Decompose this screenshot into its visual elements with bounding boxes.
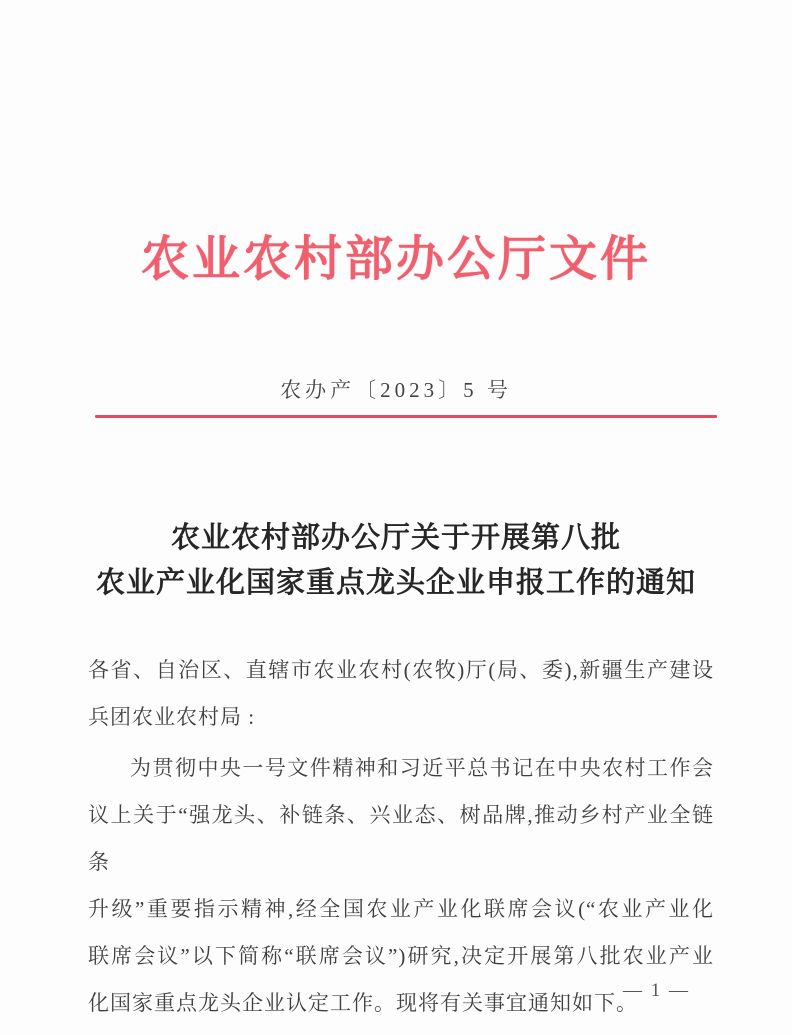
paragraph-line-4: 联席会议”以下简称“联席会议”)研究,决定开展第八批农业产业: [88, 944, 714, 968]
document-number: 农办产〔2023〕5 号: [280, 378, 512, 402]
paragraph-line-3: 升级”重要指示精神,经全国农业产业化联席会议(“农业产业化: [88, 897, 714, 921]
document-title: [0, 516, 792, 606]
salutation-line-2: 兵团农业农村局 :: [88, 705, 256, 729]
document-body: [88, 647, 714, 1027]
page-number: — 1 —: [623, 980, 690, 1001]
paragraph-line-2: 议上关于“强龙头、补链条、兴业态、树品牌,推动乡村产业全链条: [88, 803, 714, 874]
document-title-line-1: 农业农村部办公厅关于开展第八批: [170, 522, 621, 554]
paragraph-line-5: 化国家重点龙头企业认定工作。现将有关事宜通知如下。: [88, 991, 638, 1015]
letterhead-title: 农业农村部办公厅文件: [140, 233, 651, 286]
letterhead-divider-line: [95, 415, 717, 418]
salutation: [88, 647, 714, 741]
paragraph-line-1: 为贯彻中央一号文件精神和习近平总书记在中央农村工作会: [130, 756, 714, 780]
document-title-line-2: 农业产业化国家重点龙头企业申报工作的通知: [95, 567, 696, 599]
salutation-line-1: 各省、自治区、直辖市农业农村(农牧)厅(局、委),新疆生产建设: [88, 658, 714, 682]
